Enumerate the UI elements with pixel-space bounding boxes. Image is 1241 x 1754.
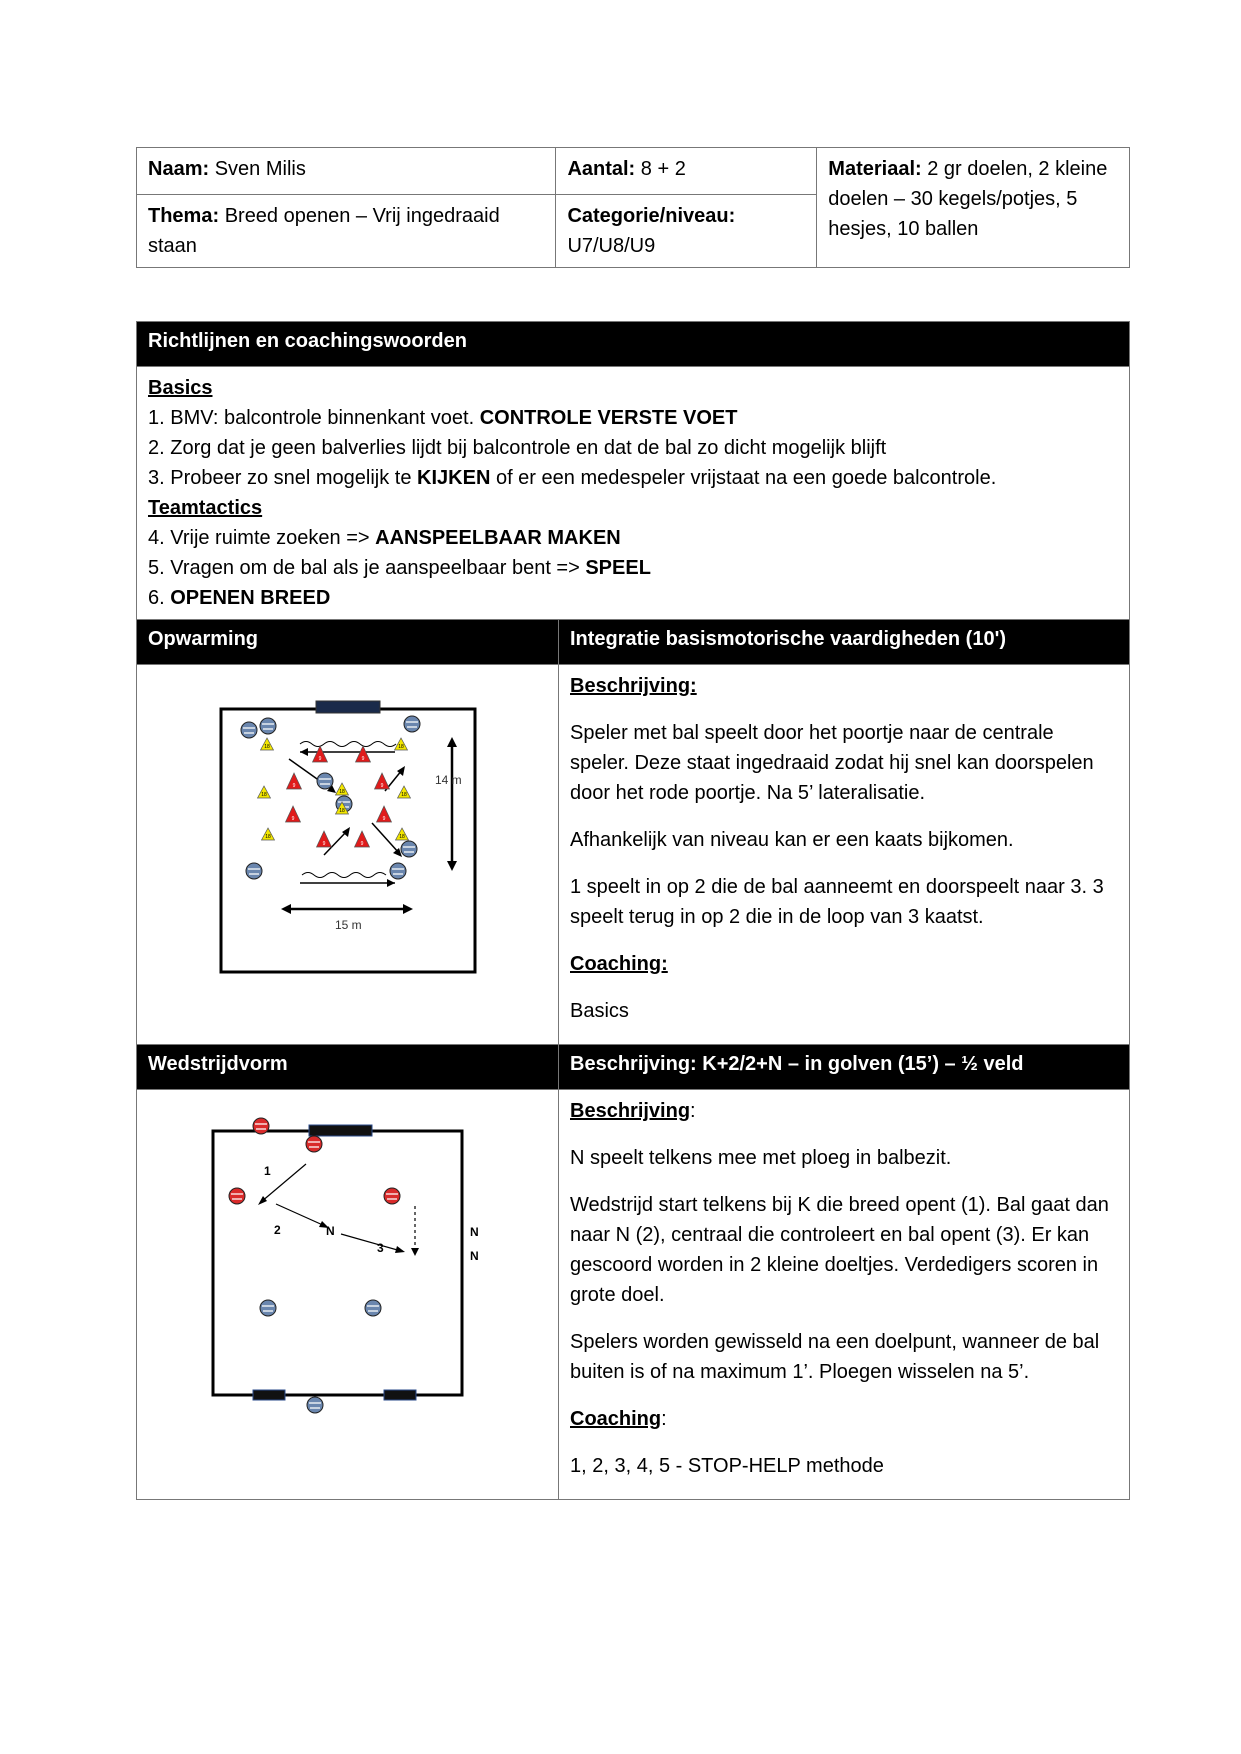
cone-number: 9 [380,783,384,789]
cone-number: 18 [264,744,270,750]
aantal-cell [556,148,817,195]
aantal-label: Aantal: [567,158,636,180]
player-icon [306,1136,322,1152]
naam-label: Naam: [148,158,210,180]
wedstrijdvorm-paragraph-1: N speelt telkens mee met ploeg in balbezit. [570,1147,952,1169]
categorie-cell [556,195,817,268]
beschrijving-title: Beschrijving: [570,675,697,697]
wedstrijdvorm-header-right: Beschrijving: K+2/2+N – in golven (15’) – ½ veld [559,1045,1130,1090]
cone-number: 18 [261,792,267,798]
thema-cell [137,195,556,268]
cone-icon [313,746,328,762]
aantal-value: 8 + 2 [640,158,686,180]
player-icon [404,716,420,732]
opwarming-paragraph-2: Afhankelijk van niveau kan er een kaats bijkomen. [570,829,1014,851]
categorie-label: Categorie/niveau: [567,205,736,227]
large-goal-icon [309,1125,372,1136]
opwarming-description [559,665,1130,1045]
cone-icon [375,773,390,789]
player-icon [365,1300,381,1316]
goal-icon [316,701,380,713]
beschrijving-title-row: Beschrijving: [570,1100,696,1122]
neutral-label-side: N [470,1249,479,1263]
cone-icon [377,806,392,822]
small-goal-icon [253,1390,285,1400]
cone-icon [356,746,371,762]
player-icon [241,722,257,738]
wedstrijdvorm-description [559,1090,1130,1500]
wedstrijdvorm-diagram-cell [137,1090,559,1500]
cone-icon [261,738,274,750]
opwarming-paragraph-3: 1 speelt in op 2 die de bal aanneemt en doorspeelt naar 3. 3 speelt terug in op 2 die in de loop van 3 kaatst. [570,876,1104,928]
basics-title: Basics [148,377,213,399]
materiaal-value: 2 gr doelen, 2 kleine doelen – 30 kegels/potjes, 5 hesjes, 10 ballen [828,158,1108,240]
cone-icon [336,783,349,795]
player-icon [253,1118,269,1134]
coaching-text: Basics [570,1000,629,1022]
player-icon [260,718,276,734]
materiaal-cell [817,148,1130,268]
cone-number: 9 [382,816,386,822]
coaching-title: Coaching [570,1408,662,1430]
dribble-line [302,873,386,878]
coaching-title: Coaching: [570,953,668,975]
beschrijving-title: Beschrijving [570,1100,691,1122]
cone-number: 18 [265,834,271,840]
richtlijnen-body [137,367,1130,620]
naam-value: Sven Milis [214,158,306,180]
dribble-line [300,742,396,747]
dimension-label-horizontal: 15 m [335,918,362,932]
cone-number: 18 [339,789,345,795]
cone-number: 9 [322,841,326,847]
wedstrijdvorm-diagram [137,1090,558,1490]
arrow-label-3: 3 [377,1241,384,1255]
cone-number: 9 [360,841,364,847]
richtlijnen-header: Richtlijnen en coachingswoorden [137,322,1130,367]
cone-icon [286,806,301,822]
cone-number: 18 [401,792,407,798]
wedstrijdvorm-paragraph-3: Spelers worden gewisseld na een doelpunt, wanneer de bal buiten is of na maximum 1’. Ploegen wisselen na 5’. [570,1331,1100,1383]
cone-icon [396,828,409,840]
opwarming-header-right: Integratie basismotorische vaardigheden (10') [559,620,1130,665]
cone-number: 18 [398,744,404,750]
opwarming-diagram-cell [137,665,559,1045]
guideline-1: 1. BMV: balcontrole binnenkant voet. CONTROLE VERSTE VOET [148,407,738,429]
cone-number: 9 [292,783,296,789]
coaching-title-row: Coaching: [570,1408,667,1430]
wedstrijdvorm-header: Wedstrijdvorm [137,1045,559,1090]
thema-value: Breed openen – Vrij ingedraaid staan [148,205,500,257]
player-icon [317,773,333,789]
cone-icon [262,828,275,840]
pass-arrow-3 [341,1234,401,1251]
pass-arrow [372,823,399,853]
guideline-5: 5. Vragen om de bal als je aanspeelbaar bent => SPEEL [148,557,651,579]
cone-number: 9 [361,756,365,762]
teamtactics-title: Teamtactics [148,497,263,519]
opwarming-diagram [137,665,558,1035]
cone-icon [287,773,302,789]
pass-arrow-2 [276,1204,325,1226]
cone-icon [258,786,271,798]
naam-cell [137,148,556,195]
field-outline [221,709,475,972]
neutral-label-center: N [326,1224,335,1238]
player-icon [390,863,406,879]
dimension-label-vertical: 14 m [435,773,462,787]
cone-icon [395,738,408,750]
cone-number: 18 [399,834,405,840]
player-icon [246,863,262,879]
cone-icon [355,831,370,847]
coaching-text: 1, 2, 3, 4, 5 - STOP-HELP methode [570,1455,884,1477]
arrow-label-2: 2 [274,1223,281,1237]
cone-number: 18 [339,808,345,814]
player-icon [401,841,417,857]
small-goal-icon [384,1390,416,1400]
training-table [136,321,1130,1500]
info-table [136,147,1130,268]
guideline-2: 2. Zorg dat je geen balverlies lijdt bij balcontrole en dat de bal zo dicht mogelijk blijft [148,437,887,459]
cone-icon [398,786,411,798]
player-icon [260,1300,276,1316]
field-outline [213,1131,462,1395]
player-icon [307,1397,323,1413]
guideline-3: 3. Probeer zo snel mogelijk te KIJKEN of er een medespeler vrijstaat na een goede balcontrole. [148,467,997,489]
guideline-6: 6. OPENEN BREED [148,587,331,609]
opwarming-paragraph-1: Speler met bal speelt door het poortje naar de centrale speler. Deze staat ingedraaid zodat hij snel kan doorspelen door het rode poortje. Na 5’ lateralisatie. [570,722,1094,804]
cone-number: 9 [291,816,295,822]
materiaal-label: Materiaal: [828,158,922,180]
neutral-label-side: N [470,1225,479,1239]
guideline-4: 4. Vrije ruimte zoeken => AANSPEELBAAR MAKEN [148,527,621,549]
thema-label: Thema: [148,205,220,227]
cone-icon [317,831,332,847]
opwarming-header: Opwarming [137,620,559,665]
player-icon [384,1188,400,1204]
wedstrijdvorm-paragraph-2: Wedstrijd start telkens bij K die breed opent (1). Bal gaat dan naar N (2), centraal die controleert en bal opent (3). Er kan gescoord worden in 2 kleine doeltjes. Verdedigers scoren in grote doel. [570,1194,1109,1306]
cone-number: 9 [318,756,322,762]
arrow-label-1: 1 [264,1164,271,1178]
categorie-value: U7/U8/U9 [567,235,656,257]
player-icon [229,1188,245,1204]
